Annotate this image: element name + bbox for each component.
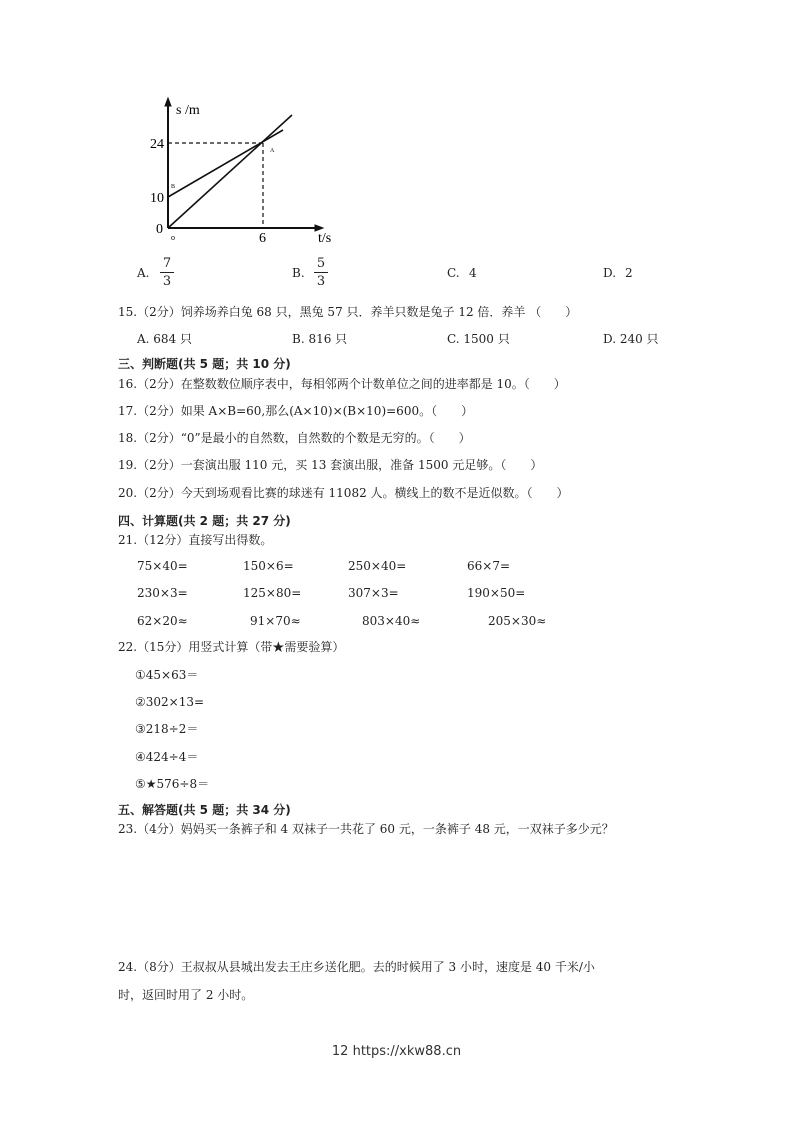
calc-item: 150×6= xyxy=(243,559,294,573)
section5-title: 五、解答题(共 5 题；共 34 分) xyxy=(118,803,291,817)
q24-line2: 时，返回时用了 2 小时。 xyxy=(118,988,254,1002)
denominator: 3 xyxy=(316,274,326,289)
calc-item: 230×3= xyxy=(137,586,188,600)
vertical-calc-2: ②302×13= xyxy=(135,695,205,709)
calc-item: 205×30≈ xyxy=(488,614,547,628)
q15-option-a: A. 684 只 xyxy=(137,332,193,346)
q24-line1: 24.（8分）王叔叔从县城出发去王庄乡送化肥。去的时候用了 3 小时，速度是 40 千米/小 xyxy=(118,960,595,974)
q15-option-b: B. 816 只 xyxy=(292,332,348,346)
option-c-value: 4 xyxy=(469,266,477,280)
page-footer: 12 https://xkw88.cn xyxy=(331,1044,462,1059)
calc-item: 62×20≈ xyxy=(137,614,188,628)
calc-item: 803×40≈ xyxy=(362,614,421,628)
point-b-label: B xyxy=(171,184,176,190)
calc-item: 75×40= xyxy=(137,559,188,573)
x-tick-6: 6 xyxy=(259,231,266,246)
vertical-calc-1: ①45×63＝ xyxy=(135,668,199,682)
y-tick-0: 0 xyxy=(156,222,163,237)
denominator: 3 xyxy=(162,274,172,289)
q18: 18.（2分）“0”是最小的自然数，自然数的个数是无穷的。（ ） xyxy=(118,431,471,445)
calc-item: 125×80= xyxy=(243,586,302,600)
q20: 20.（2分）今天到场观看比赛的球迷有 11082 人。横线上的数不是近似数。（ ） xyxy=(118,486,569,500)
section3-title: 三、判断题(共 5 题；共 10 分) xyxy=(118,357,291,371)
calc-item: 190×50= xyxy=(467,586,526,600)
line-b xyxy=(168,130,283,197)
distance-time-graph xyxy=(140,90,360,250)
q19: 19.（2分）一套演出服 110 元，买 13 套演出服，准备 1500 元足够。（ ） xyxy=(118,458,543,472)
option-a-letter: A. xyxy=(137,266,150,280)
y-tick-24: 24 xyxy=(150,137,164,152)
q16: 16.（2分）在整数数位顺序表中，每相邻两个计数单位之间的进率都是 10。（ ） xyxy=(118,377,566,391)
q15-option-c: C. 1500 只 xyxy=(447,332,510,346)
q23: 23.（4分）妈妈买一条裤子和 4 双袜子一共花了 60 元，一条裤子 48 元，一双袜子多少元？ xyxy=(118,822,614,836)
option-b-fraction xyxy=(314,256,328,289)
vertical-calc-3: ③218÷2＝ xyxy=(135,722,199,736)
y-axis-label: s /m xyxy=(176,103,200,118)
calc-item: 66×7= xyxy=(467,559,511,573)
q21: 21.（12分）直接写出得数。 xyxy=(118,533,273,547)
origin-label: o xyxy=(171,233,175,242)
x-axis-label: t/s xyxy=(318,231,332,246)
calc-item: 91×70≈ xyxy=(250,614,301,628)
vertical-calc-5: ⑤★576÷8＝ xyxy=(135,777,210,791)
section4-title: 四、计算题(共 2 题；共 27 分) xyxy=(118,514,291,528)
q15-text: 15.（2分）饲养场养白兔 68 只，黑兔 57 只．养羊只数是兔子 12 倍．养羊 （ ） xyxy=(118,305,578,319)
option-b-letter: B. xyxy=(292,266,305,280)
calc-item: 307×3= xyxy=(348,586,399,600)
y-axis-arrow xyxy=(165,98,171,106)
vertical-calc-4: ④424÷4＝ xyxy=(135,750,199,764)
option-d-letter: D. xyxy=(603,266,617,280)
option-c-letter: C. xyxy=(447,266,460,280)
q22: 22.（15分）用竖式计算（带★需要验算） xyxy=(118,640,345,654)
point-a-label: A xyxy=(270,148,275,154)
y-tick-10: 10 xyxy=(150,191,164,206)
line-a xyxy=(168,115,292,228)
q15-option-d: D. 240 只 xyxy=(603,332,659,346)
numerator: 5 xyxy=(316,256,326,271)
q17: 17.（2分）如果 A×B=60,那么(A×10)×(B×10)=600。（ ） xyxy=(118,404,474,418)
option-a-fraction xyxy=(160,256,174,289)
calc-item: 250×40= xyxy=(348,559,407,573)
option-d-value: 2 xyxy=(625,266,633,280)
numerator: 7 xyxy=(162,256,172,271)
